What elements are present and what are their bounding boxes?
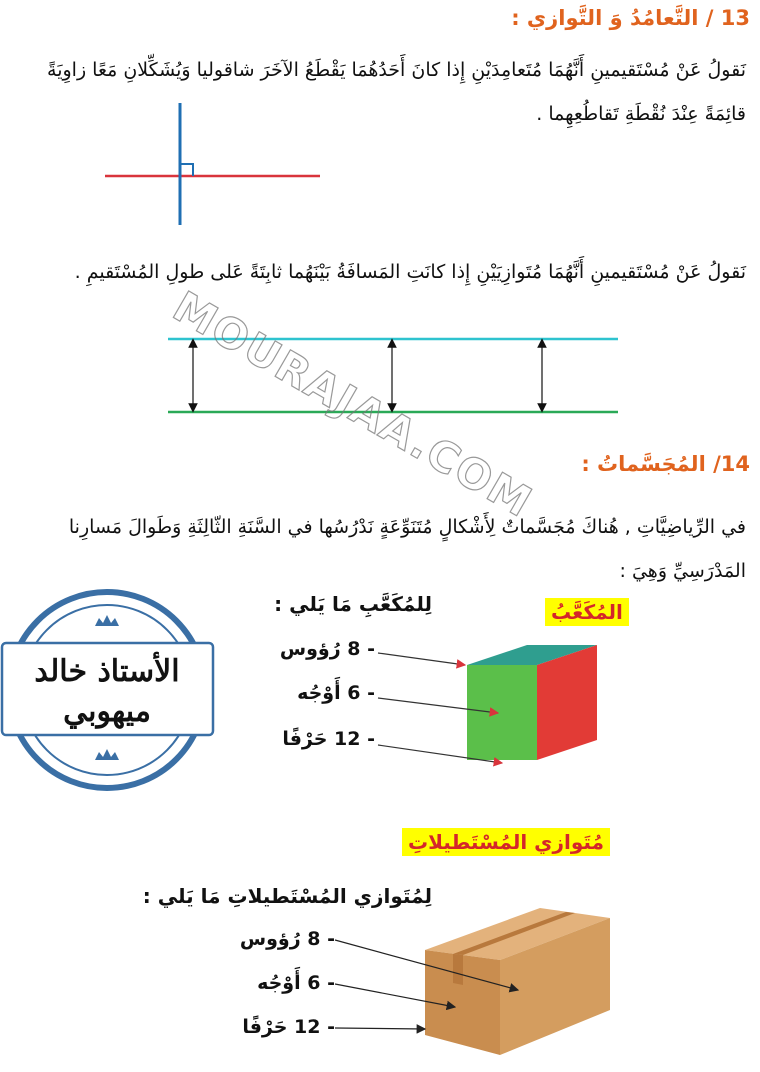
perpendicular-diagram [100,100,330,230]
box-tape-front [453,954,463,985]
solids-intro: في الرِّياضِيَّاتِ , هُناكَ مُجَسَّماتٌ لِأَشْكالٍ مُتَنَوِّعَةٍ نَدْرُسُها في السَّنَةِ الثّالِثَةِ وَطَوالَ مَسارِنا المَدْرَسِيِّ وَهِيَ : [68,516,746,582]
arrow-edge [335,1028,425,1029]
cube-faces: - 6 أَوْجُه [297,682,375,704]
crown-icon [95,749,119,760]
perpendicular-definition: نَقولُ عَنْ مُسْتَقيمينِ أَنَّهُمَا مُتَعامِدَيْنِ إِذا كانَ أَحَدُهُمَا يَقْطَعُ الآخَرَ شاقوليا وَيُشَكِّلانِ مَعًا زاوِيَةً قائِمَةً عِنْدَ نُقْطَةِ تَقاطُعِهِما . [47,59,746,125]
stamp-name-line1: الأستاذ خالد [34,654,180,689]
box-diagram [330,895,630,1065]
cube-intro: لِلمُكَعَّبِ مَا يَلي : [274,592,432,616]
prism-intro: لِمُتَوازي المُسْتَطيلاتِ مَا يَلي : [142,884,432,908]
parallel-definition: نَقولُ عَنْ مُسْتَقيمينِ أَنَّهُمَا مُتَوازِيَيْنِ إِذا كانَتِ المَسافَةُ بَيْنَهُما ثابِتَةً عَلى طولِ المُسْتَقيمِ . [74,261,746,283]
section-14-title: 14/ المُجَسَّماتُ : [581,452,750,476]
cube-edges: - 12 حَرْفًا [282,728,375,750]
prism-label: مُتَوازي المُسْتَطيلاتِ [402,828,610,856]
cube-front-face [467,665,537,760]
arrow-vertex [378,653,465,665]
teacher-stamp [0,588,215,793]
cube-vertices: - 8 رُؤوس [279,638,375,660]
crown-icon [95,615,119,626]
prism-vertices: - 8 رُؤوس [239,928,335,950]
cube-label: المُكَعَّبُ [545,598,629,626]
section-13-title: 13 / التَّعامُدُ وَ التَّوازي : [511,6,750,30]
watermark: MOURAJAA.COM [164,281,542,528]
cube-side-face [537,645,597,760]
cube-diagram [370,635,620,770]
prism-edges: - 12 حَرْفًا [242,1016,335,1038]
right-angle-mark [180,164,193,176]
stamp-name-line2: ميهوبي [63,694,151,729]
prism-faces: - 6 أَوْجُه [257,972,335,994]
